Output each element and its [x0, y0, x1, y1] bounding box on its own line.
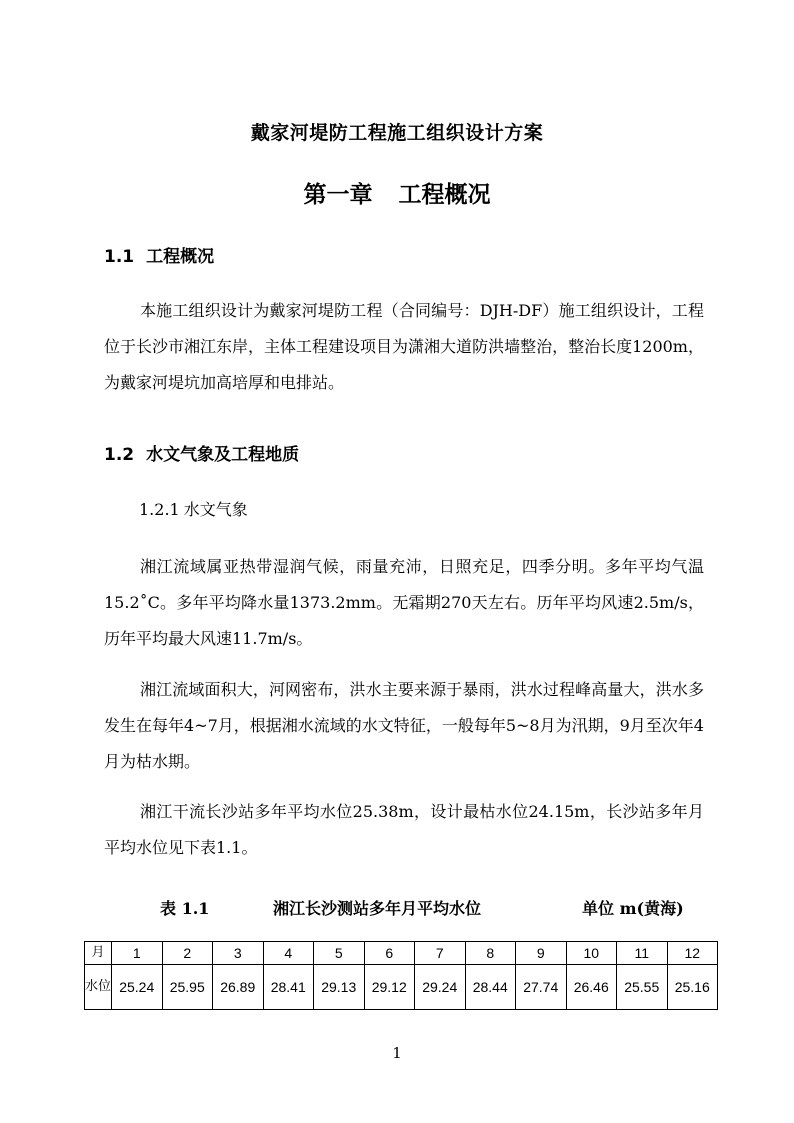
month-cell: 8 — [465, 942, 516, 965]
month-cell: 7 — [415, 942, 466, 965]
row-label-month: 月 — [85, 942, 112, 965]
month-cell: 4 — [263, 942, 314, 965]
month-cell: 9 — [516, 942, 567, 965]
level-cell: 29.24 — [415, 965, 466, 1010]
month-cell: 12 — [667, 942, 718, 965]
month-cell: 3 — [213, 942, 264, 965]
level-cell: 25.55 — [617, 965, 668, 1010]
subsection-title: 水文气象 — [183, 500, 248, 519]
month-cell: 10 — [566, 942, 617, 965]
level-cell: 29.12 — [364, 965, 415, 1010]
month-cell: 11 — [617, 942, 668, 965]
page-number: 1 — [392, 1044, 402, 1062]
chapter-heading — [0, 176, 794, 209]
paragraph-climate: 湘江流域属亚热带湿润气候，雨量充沛，日照充足，四季分明。多年平均气温15.2˚C。多年平均降水量1373.2mm。无霜期270天左右。历年平均风速2.5m/s，历年平均最大风速11.7m/s。 — [104, 557, 704, 648]
chapter-title: 工程概况 — [398, 182, 491, 208]
level-cell: 29.13 — [314, 965, 365, 1010]
paragraph-flood: 湘江流域面积大，河网密布，洪水主要来源于暴雨，洪水过程峰高量大，洪水多发生在每年4~7月，根据湘水流域的水文特征，一般每年5~8月为汛期，9月至次年4月为枯水期。 — [104, 680, 704, 771]
subsection-1-2-1-heading — [139, 497, 248, 520]
month-cell: 2 — [162, 942, 213, 965]
level-cell: 25.95 — [162, 965, 213, 1010]
level-cell: 27.74 — [516, 965, 567, 1010]
level-cell: 26.89 — [213, 965, 264, 1010]
water-level-table — [84, 941, 718, 1010]
section-1-1-heading — [104, 242, 214, 267]
section-number: 1.2 — [104, 445, 135, 465]
row-label-level: 水位 — [85, 965, 112, 1010]
paragraph-water-level: 湘江干流长沙站多年平均水位25.38m，设计最枯水位24.15m，长沙站多年月平均水位见下表1.1。 — [104, 802, 704, 857]
table-row-level — [85, 965, 718, 1010]
table-label: 表 1.1 — [160, 899, 210, 918]
section-title: 工程概况 — [146, 247, 215, 267]
month-cell: 6 — [364, 942, 415, 965]
subsection-number: 1.2.1 — [139, 500, 180, 519]
paragraph-project-overview: 本施工组织设计为戴家河堤防工程（合同编号：DJH-DF）施工组织设计，工程位于长沙市湘江东岸，主体工程建设项目为潇湘大道防洪墙整治，整治长度1200m，为戴家河堤坑加高培厚和电排站。 — [104, 301, 704, 392]
section-1-2-heading — [104, 440, 299, 465]
level-cell: 28.41 — [263, 965, 314, 1010]
document-title: 戴家河堤防工程施工组织设计方案 — [250, 122, 544, 144]
month-cell: 5 — [314, 942, 365, 965]
level-cell: 25.16 — [667, 965, 718, 1010]
month-cell: 1 — [112, 942, 163, 965]
section-title: 水文气象及工程地质 — [146, 445, 300, 465]
level-cell: 25.24 — [112, 965, 163, 1010]
table-row-month — [85, 942, 718, 965]
level-cell: 28.44 — [465, 965, 516, 1010]
section-number: 1.1 — [104, 247, 135, 267]
chapter-number: 第一章 — [303, 182, 373, 208]
table-unit: 单位 m(黄海) — [582, 899, 684, 918]
level-cell: 26.46 — [566, 965, 617, 1010]
table-title: 湘江长沙测站多年月平均水位 — [273, 899, 482, 918]
